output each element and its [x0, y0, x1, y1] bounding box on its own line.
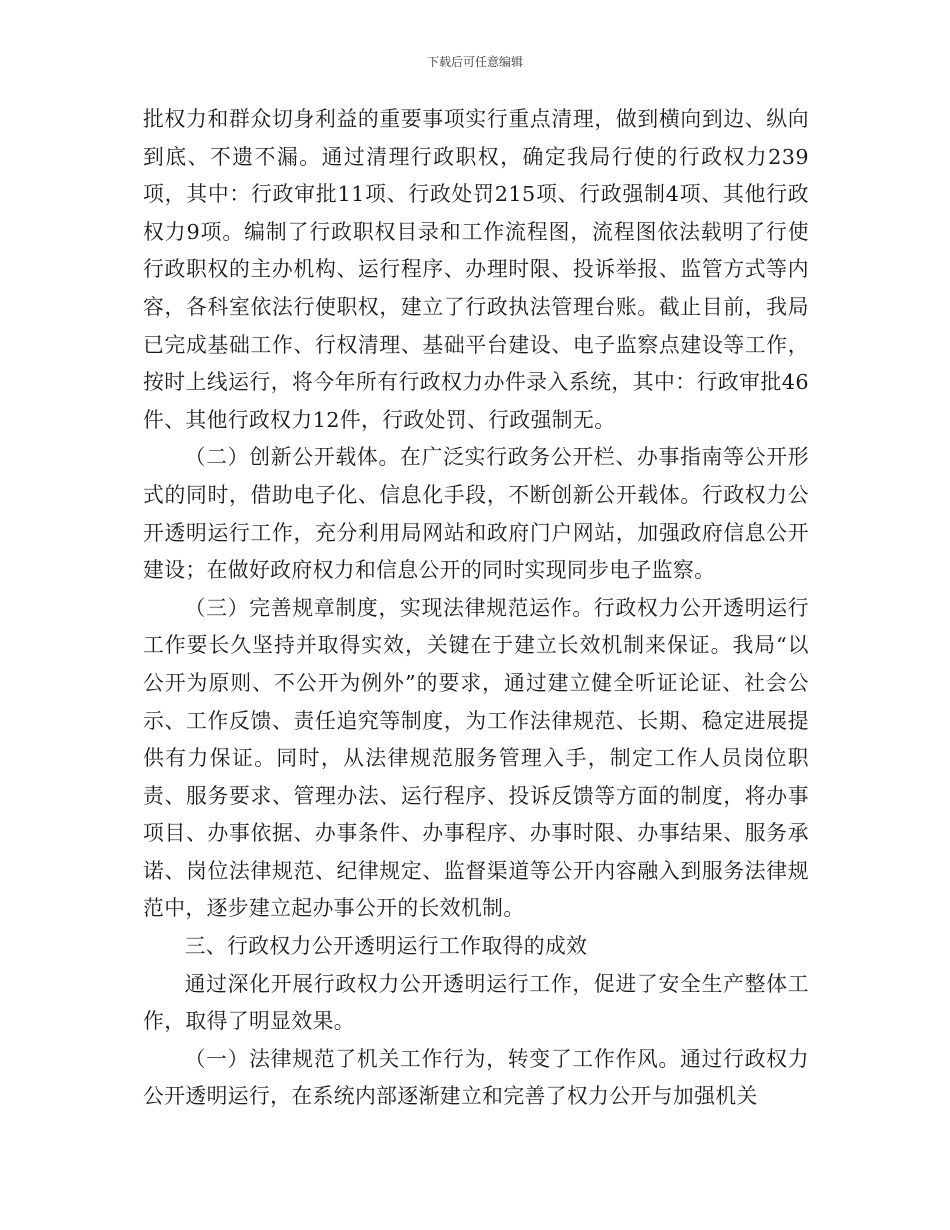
document-body [143, 101, 809, 1116]
paragraph-2: （二）创新公开载体。在广泛实行政务公开栏、办事指南等公开形式的同时，借助电子化、信息化手段，不断创新公开载体。行政权力公开透明运行工作，充分利用局网站和政府门户网站，加强政府信息公开建设；在做好政府权力和信息公开的同时实现同步电子监察。 [143, 445, 809, 583]
paragraph-3: （三）完善规章制度，实现法律规范运作。行政权力公开透明运行工作要长久坚持并取得实效，关键在于建立长效机制来保证。我局“以公开为原则、不公开为例外”的要求，通过建立健全听证论证、社会公示、工作反馈、责任追究等制度，为工作法律规范、长期、稳定进展提供有力保证。同时，从法律规范服务管理入手，制定工作人员岗位职责、服务要求、管理办法、运行程序、投诉反馈等方面的制度，将办事项目、办事依据、办事条件、办事程序、办事时限、办事结果、服务承诺、岗位法律规范、纪律规定、监督渠道等公开内容融入到服务法律规范中，逐步建立起办事公开的长效机制。 [143, 595, 809, 921]
section-heading: 三、行政权力公开透明运行工作取得的成效 [184, 934, 588, 959]
paragraph-4: 通过深化开展行政权力公开透明运行工作，促进了安全生产整体工作，取得了明显效果。 [143, 971, 809, 1034]
page-header: 下载后可任意编辑 [426, 55, 523, 69]
paragraph-1: 批权力和群众切身利益的重要事项实行重点清理，做到横向到边、纵向到底、不遗不漏。通过清理行政职权，确定我局行使的行政权力239项，其中：行政审批11项、行政处罚215项、行政强制4项、其他行政权力9项。编制了行政职权目录和工作流程图，流程图依法载明了行使行政职权的主办机构、运行程序、办理时限、投诉举报、监管方式等内容，各科室依法行使职权，建立了行政执法管理台账。截止目前，我局已完成基础工作、行权清理、基础平台建设、电子监察点建设等工作，按时上线运行，将今年所有行政权力办件录入系统，其中：行政审批46件、其他行政权力12件，行政处罚、行政强制无。 [143, 107, 809, 432]
paragraph-5: （一）法律规范了机关工作行为，转变了工作作风。通过行政权力公开透明运行，在系统内部逐渐建立和完善了权力公开与加强机关 [143, 1046, 809, 1109]
